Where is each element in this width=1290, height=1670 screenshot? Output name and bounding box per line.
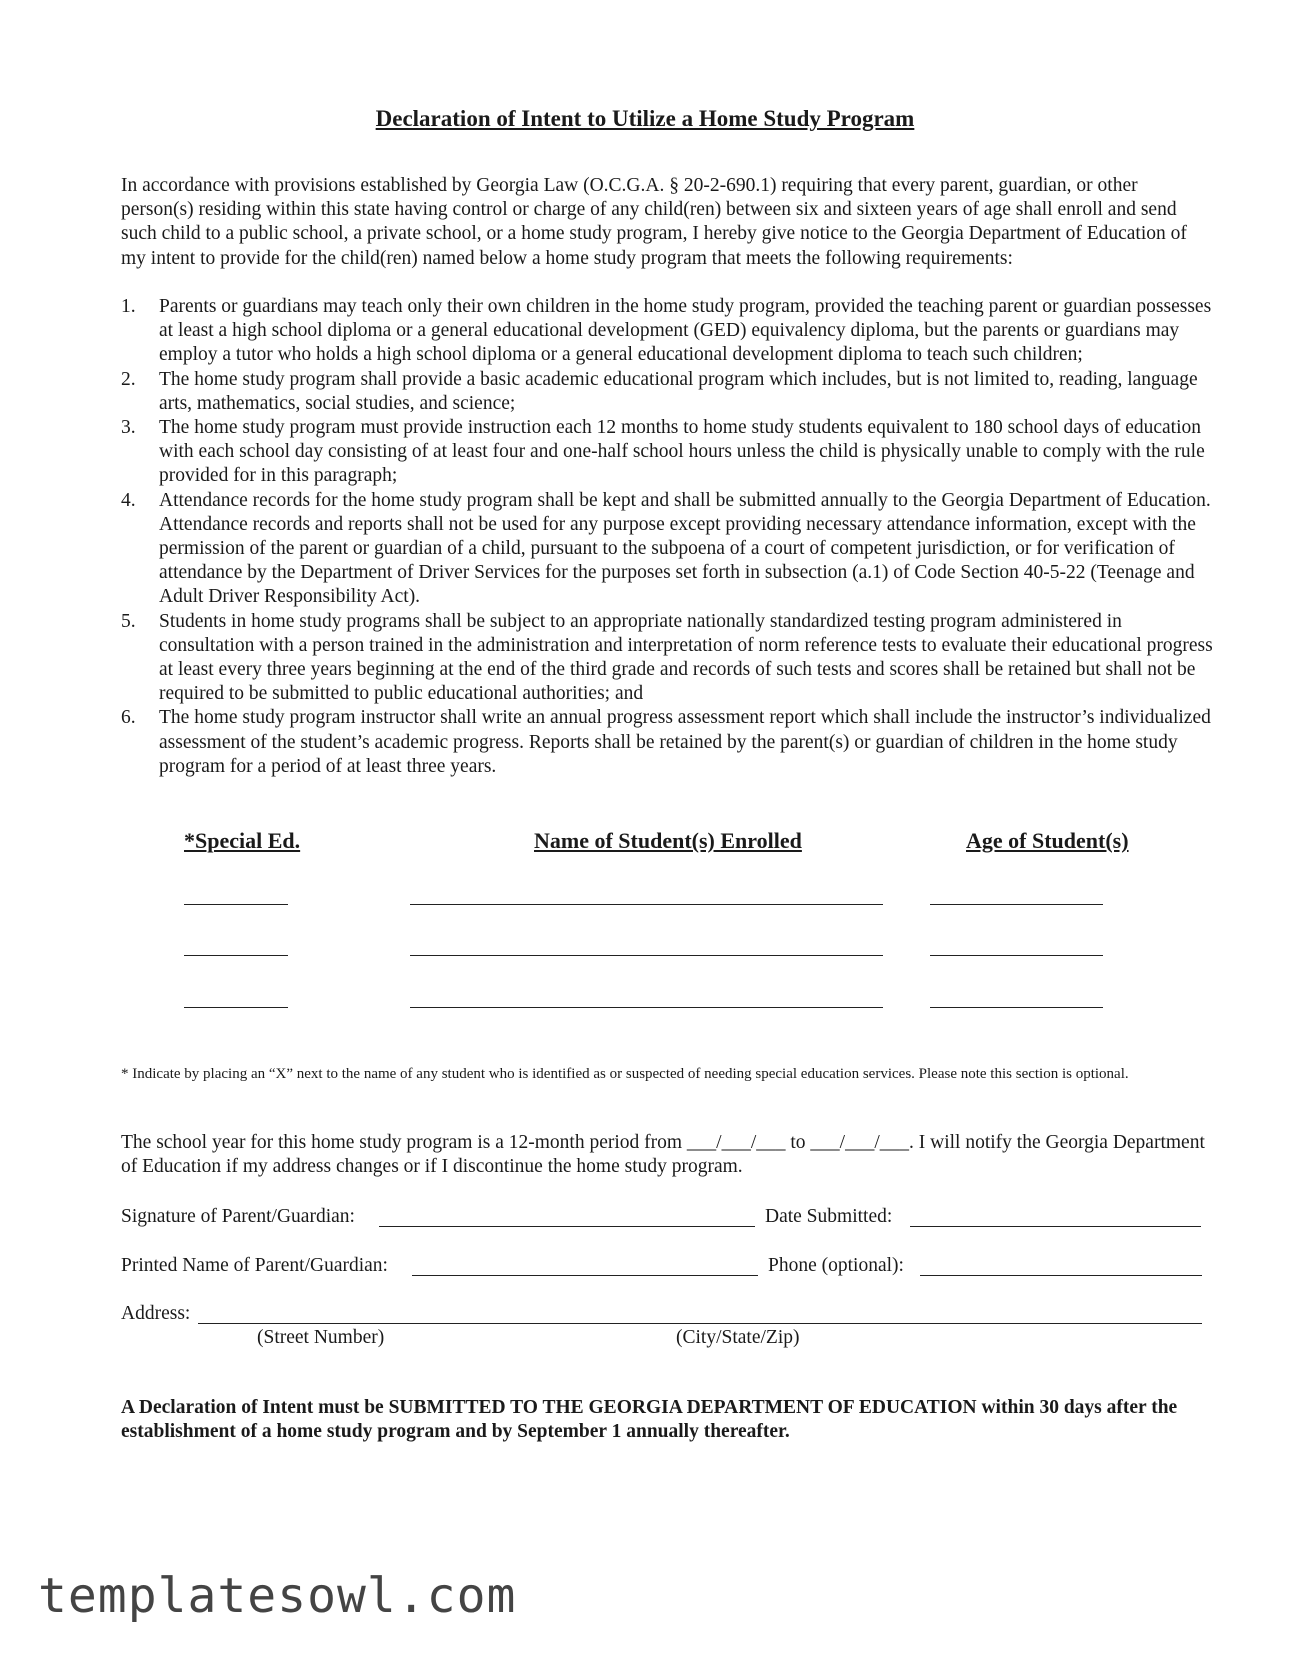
signature-label: Signature of Parent/Guardian: <box>121 1206 355 1227</box>
special-ed-header: *Special Ed. <box>184 828 301 853</box>
student-name-header: Name of Student(s) Enrolled <box>534 828 802 853</box>
special-ed-field[interactable] <box>184 1007 288 1008</box>
special-ed-footnote: * Indicate by placing an “X” next to the name of any student who is identified as or suspected of needing special education services. Please note this section is optional. <box>121 1066 1129 1082</box>
printed-name-label: Printed Name of Parent/Guardian: <box>121 1255 388 1276</box>
watermark-logo: templatesowl.com <box>38 1568 517 1624</box>
intro-paragraph: In accordance with provisions established by Georgia Law (O.C.G.A. § 20-2-690.1) requiring that every parent, guardian, or other person(s) residing within this state having control or charge of any child(ren) between six and sixteen years of age shall enroll and send such child to a public school, a private school, or a home study program, I hereby give notice to the Georgia Department of Education of my intent to provide for the child(ren) named below a home study program that meets the following requirements: <box>121 175 1187 269</box>
form-title: Declaration of Intent to Utilize a Home Study Program <box>375 106 915 131</box>
student-age-field[interactable] <box>930 904 1103 905</box>
student-name-field[interactable] <box>410 955 883 956</box>
student-age-field[interactable] <box>930 955 1103 956</box>
student-age-header: Age of Student(s) <box>966 828 1129 853</box>
date-submitted-label: Date Submitted: <box>765 1206 893 1227</box>
date-submitted-field[interactable] <box>910 1226 1201 1227</box>
signature-field[interactable] <box>379 1226 755 1227</box>
city-state-zip-caption: (City/State/Zip) <box>676 1327 800 1348</box>
student-name-field[interactable] <box>410 1007 883 1008</box>
requirement-item: 4. Attendance records for the home study program shall be kept and shall be submitted annually to the Georgia Department of Education. Attendance records and reports shall not be used for any purpose except providing necessary attendance information, except with the permission of the parent or guardian of a child, pursuant to the subpoena of a court of competent jurisdiction, or for verification of attendance by the Department of Driver Services for the purposes set forth in subsection (a.1) of Code Section 40-5-22 (Teenage and Adult Driver Responsibility Act). <box>121 489 1211 608</box>
requirement-item: 2. The home study program shall provide a basic academic educational program which includes, but is not limited to, reading, language arts, mathematics, social studies, and science; <box>121 368 1198 414</box>
requirement-item: 6. The home study program instructor shall write an annual progress assessment report which shall include the instructor’s individualized assessment of the student’s academic progress. Reports shall be retained by the parent(s) or guardian of children in the home study program for a period of at least three years. <box>121 707 1211 777</box>
street-number-caption: (Street Number) <box>257 1327 385 1348</box>
address-label: Address: <box>121 1303 191 1324</box>
special-ed-field[interactable] <box>184 955 288 956</box>
requirements-list <box>121 295 1213 779</box>
phone-label: Phone (optional): <box>768 1255 904 1276</box>
requirement-item: 5. Students in home study programs shall be subject to an appropriate nationally standardized testing program administered in consultation with a person trained in the administration and interpretation of norm reference tests to evaluate their educational progress at least every three years beginning at the end of the third grade and records of such tests and scores shall be retained but shall not be required to be submitted to public educational authorities; and <box>121 610 1213 705</box>
school-year-statement: The school year for this home study program is a 12-month period from ___/___/___ to ___/___/___. I will notify the Georgia Department of Education if my address changes or if I discontinue the home study program. <box>121 1132 1205 1178</box>
student-name-field[interactable] <box>410 904 883 905</box>
student-age-field[interactable] <box>930 1007 1103 1008</box>
address-field[interactable] <box>198 1323 1202 1324</box>
requirement-item: 1. Parents or guardians may teach only their own children in the home study program, provided the teaching parent or guardian possesses at least a high school diploma or a general educational development (GED) equivalency diploma, but the parents or guardians may employ a tutor who holds a high school diploma or a general educational development diploma to teach such children; <box>121 296 1212 366</box>
printed-name-field[interactable] <box>412 1275 758 1276</box>
requirement-item: 3. The home study program must provide instruction each 12 months to home study students equivalent to 180 school days of education with each school day consisting of at least four and one-half school hours unless the child is physically unable to comply with the rule provided for in this paragraph; <box>121 417 1205 487</box>
submission-notice: A Declaration of Intent must be SUBMITTED TO THE GEORGIA DEPARTMENT OF EDUCATION within 30 days after the establishment of a home study program and by September 1 annually thereafter. <box>121 1397 1178 1443</box>
phone-field[interactable] <box>920 1275 1202 1276</box>
special-ed-field[interactable] <box>184 904 288 905</box>
